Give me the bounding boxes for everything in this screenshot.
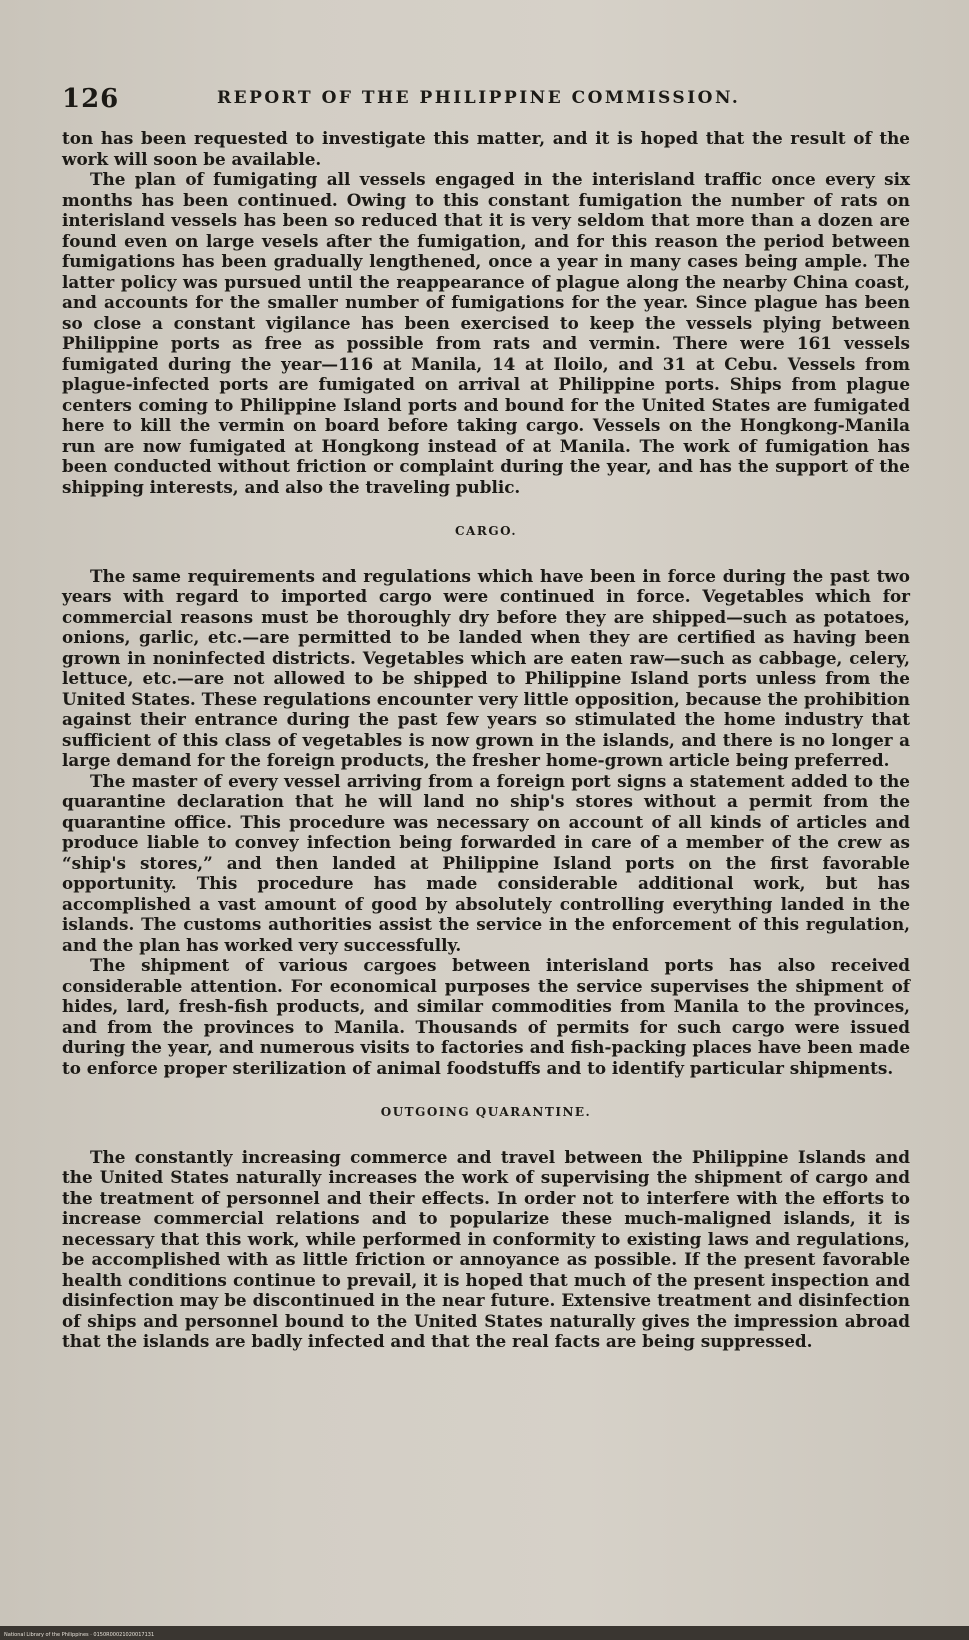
page-number: 126 bbox=[62, 84, 120, 114]
page-body bbox=[62, 128, 910, 1352]
page-header bbox=[62, 84, 912, 114]
paragraph-cargo-1: The same requirements and regulations which have been in force during the past two years with regard to imported cargo were continued in force. Vegetables which for commercial reasons must be thoroughly dry before they are shipped—such as potatoes, onions, garlic, etc.—are permitted to be landed when they are certified as having been grown in noninfected districts. Vegetables which are eaten raw—such as cabbage, celery, lettuce, etc.—are not allowed to be shipped to Philippine Island ports unless from the United States. These regulations encounter very little opposition, because the prohibition against their entrance during the past few years so stimulated the home industry that sufficient of this class of vegetables is now grown in the islands, and there is no longer a large demand for the foreign products, the fresher home-grown article being preferred. bbox=[62, 565, 910, 770]
section-heading-outgoing-quarantine: OUTGOING QUARANTINE. bbox=[380, 1105, 592, 1119]
paragraph-cargo-3: The shipment of various cargoes between interisland ports has also received considerable attention. For economical purposes the service supervises the shipment of hides, lard, fresh-fish products, and similar commodities from Manila to the provinces, and from the provinces to Manila. Thousands of permits for such cargo were issued during the year, and numerous visits to factories and fish-packing places have been made to enforce proper sterilization of animal foodstuffs and to identify particular shipments. bbox=[62, 955, 910, 1078]
scan-footer-text: National Library of the Philippines · 0150R00021020017131 bbox=[4, 1632, 155, 1638]
paragraph-cargo-2: The master of every vessel arriving from a foreign port signs a statement added to the quarantine declaration that he will land no ship's stores without a permit from the quarantine office. This procedure was necessary on account of all kinds of articles and produce liable to convey infection being forwarded in care of a member of the crew as “ship's stores,” and then landed at Philippine Island ports on the first favorable opportunity. This procedure has made considerable additional work, but has accomplished a vast amount of good by absolutely controlling everything landed in the islands. The customs authorities assist the service in the enforcement of this regulation, and the plan has worked very successfully. bbox=[62, 770, 910, 955]
scan-footer-strip bbox=[0, 1626, 969, 1640]
running-head: REPORT OF THE PHILIPPINE COMMISSION. bbox=[217, 88, 741, 108]
paragraph-continued: ton has been requested to investigate this matter, and it is hoped that the result of the work will soon be available. bbox=[62, 128, 910, 169]
paragraph-fumigation: The plan of fumigating all vessels engaged in the interisland traffic once every six months has been continued. Owing to this constant fumigation the number of rats on interisland vessels has been so reduced that it is very seldom that more than a dozen are found even on large vesels after the fumigation, and for this reason the period between fumigations has been gradually lengthened, once a year in many cases being ample. The latter policy was pursued until the reappearance of plague along the nearby China coast, and accounts for the smaller number of fumigations for the year. Since plague has been so close a constant vigilance has been exercised to keep the vessels plying between Philippine ports as free as possible from rats and vermin. There were 161 vessels fumigated during the year—116 at Manila, 14 at Iloilo, and 31 at Cebu. Vessels from plague-infected ports are fumigated on arrival at Philippine ports. Ships from plague centers coming to Philippine Island ports and bound for the United States are fumigated here to kill the vermin on board before taking cargo. Vessels on the Hongkong-Manila run are now fumigated at Hongkong instead of at Manila. The work of fumigation has been conducted without friction or complaint during the year, and has the support of the shipping interests, and also the traveling public. bbox=[62, 169, 910, 497]
paragraph-outgoing-1: The constantly increasing commerce and travel between the Philippine Islands and the United States naturally increases the work of supervising the shipment of cargo and the treatment of personnel and their effects. In order not to interfere with the efforts to increase commercial relations and to popularize these much-maligned islands, it is necessary that this work, while performed in conformity to existing laws and regulations, be accomplished with as little friction or annoyance as possible. If the present favorable health conditions continue to prevail, it is hoped that much of the present inspection and disinfection may be discontinued in the near future. Extensive treatment and disinfection of ships and personnel bound to the United States naturally gives the impression abroad that the islands are badly infected and that the real facts are being suppressed. bbox=[62, 1146, 910, 1351]
section-heading-cargo: CARGO. bbox=[454, 524, 517, 538]
